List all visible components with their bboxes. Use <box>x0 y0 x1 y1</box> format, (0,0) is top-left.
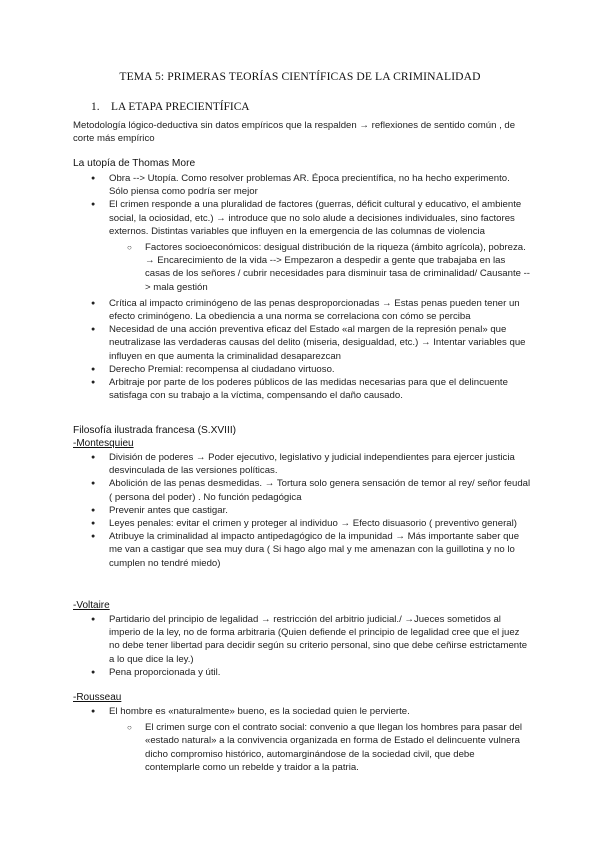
rousseau-bullet-list <box>91 705 531 774</box>
subsection-heading-ilustrada: Filosofía ilustrada francesa (S.XVIII) <box>73 425 237 436</box>
sub-list <box>109 241 531 294</box>
list-item-text: Prevenir antes que castigar. <box>109 504 228 516</box>
list-item <box>91 504 531 517</box>
intro-paragraph: Metodología lógico-deductiva sin datos empíricos que la respalden → reflexiones de sentido común , de corte más empírico <box>73 120 516 145</box>
list-item <box>91 363 531 376</box>
list-item <box>91 705 531 774</box>
list-item <box>91 613 531 666</box>
list-item <box>91 666 531 679</box>
list-item <box>91 451 531 477</box>
list-item <box>91 477 531 503</box>
list-item <box>91 323 531 363</box>
document-title: TEMA 5: PRIMERAS TEORÍAS CIENTÍFICAS DE LA CRIMINALIDAD <box>119 70 481 83</box>
sub-list-item <box>127 721 531 774</box>
list-item <box>91 517 531 530</box>
sub-list-item-text: El crimen surge con el contrato social: convenio a que llegan los hombres para pasar del «estado natural» a la convivencia organizada en forma de Estado el delincuente vulnera dicho compromiso histórico, automarginándose de la sociedad civil, que debe contemplarle como un rebelde y traidor a la patria. <box>145 722 523 773</box>
list-item <box>91 198 531 293</box>
list-item-text: El crimen responde a una pluralidad de factores (guerras, déficit cultural y educativo, el ambiente social, la ociosidad, etc.) → introduce que no solo alude a decisiones individuales, sino factores externos. Distintas variables que influyen en la emergencia de las columnas de violencia <box>109 199 522 237</box>
list-item <box>91 376 531 402</box>
list-item-text: Obra --> Utopía. Como resolver problemas AR. Época precientífica, no ha hecho experimento. Sólo piensa como podría ser mejor <box>109 173 510 198</box>
list-item-text: Arbitraje por parte de los poderes públicos de las medidas necesarias para que el delincuente satisfaga con su trabajo a la víctima, compensando el daño causado. <box>109 377 508 402</box>
list-item-text: Derecho Premial: recompensa al ciudadano virtuoso. <box>109 363 335 375</box>
list-item-text: Crítica al impacto criminógeno de las penas desproporcionadas → Estas penas pueden tener un efecto criminógeno. La obediencia a una norma se correlaciona con cómo se perciba <box>109 297 520 323</box>
heading-text: LA ETAPA PRECIENTÍFICA <box>111 101 250 113</box>
subsection-heading-more: La utopía de Thomas More <box>73 158 196 169</box>
list-item-text: El hombre es «naturalmente» bueno, es la sociedad quien le pervierte. <box>109 706 410 717</box>
list-item-text: Abolición de las penas desmedidas. → Tortura solo genera sensación de temor al rey/ señor feudal ( persona del poder) . No función pedagógica <box>109 478 531 503</box>
author-label-voltaire: -Voltaire <box>73 600 110 611</box>
voltaire-bullet-list <box>91 613 531 679</box>
list-item-text: Leyes penales: evitar el crimen y proteger al individuo → Efecto disuasorio ( preventivo general) <box>109 518 517 530</box>
author-label-rousseau: -Rousseau <box>73 692 122 703</box>
list-item-text: Necesidad de una acción preventiva eficaz del Estado «al margen de la represión penal» que neutralizase las verdaderas causas del delito (miseria, desigualdad, etc.) → Intentar variables que influyen en que aumenta la criminalidad desaparezcan <box>109 324 526 362</box>
list-item-text: Atribuye la criminalidad al impacto antipedagógico de la impunidad → Más importante saber que me van a castigar que sea muy dura ( Si hago algo mal y me amenazan con la guillotina y no lo cumplen no tendré miedo) <box>109 531 520 569</box>
author-label-montesquieu: -Montesquieu <box>73 438 134 449</box>
list-item-text: Pena proporcionada y útil. <box>109 666 221 678</box>
heading-number: 1. <box>91 101 100 113</box>
list-item <box>91 530 531 570</box>
montesquieu-bullet-list <box>91 451 531 570</box>
sub-list-item-text: Factores socioeconómicos: desigual distribución de la riqueza (ámbito agrícola), pobreza. → Encarecimiento de la vida --> Empezaron a despedir a gente que trabajaba en las casas de los señores / cubrir necesidades para disminuir tasa de criminalidad/ Causante --> mala gestión <box>145 242 531 293</box>
sub-list <box>109 721 531 774</box>
list-item <box>91 297 531 323</box>
list-item-text: Partidario del principio de legalidad → restricción del arbitrio judicial./ →Jueces sometidos al imperio de la ley, no de forma arbitraria (Quien defiende el principio de legalidad cree que el juez no debe tener libertad para decidir según su criterio personal, sino que debe ceñirse estrictamente a lo que dice la ley.) <box>109 614 528 665</box>
more-bullet-list <box>91 172 531 402</box>
list-item <box>91 172 531 198</box>
sub-list-item <box>127 241 531 294</box>
section-heading-1 <box>91 101 250 114</box>
list-item-text: División de poderes → Poder ejecutivo, legislativo y judicial independientes para ejercer justicia desvinculada de las versiones políticas. <box>109 452 515 477</box>
